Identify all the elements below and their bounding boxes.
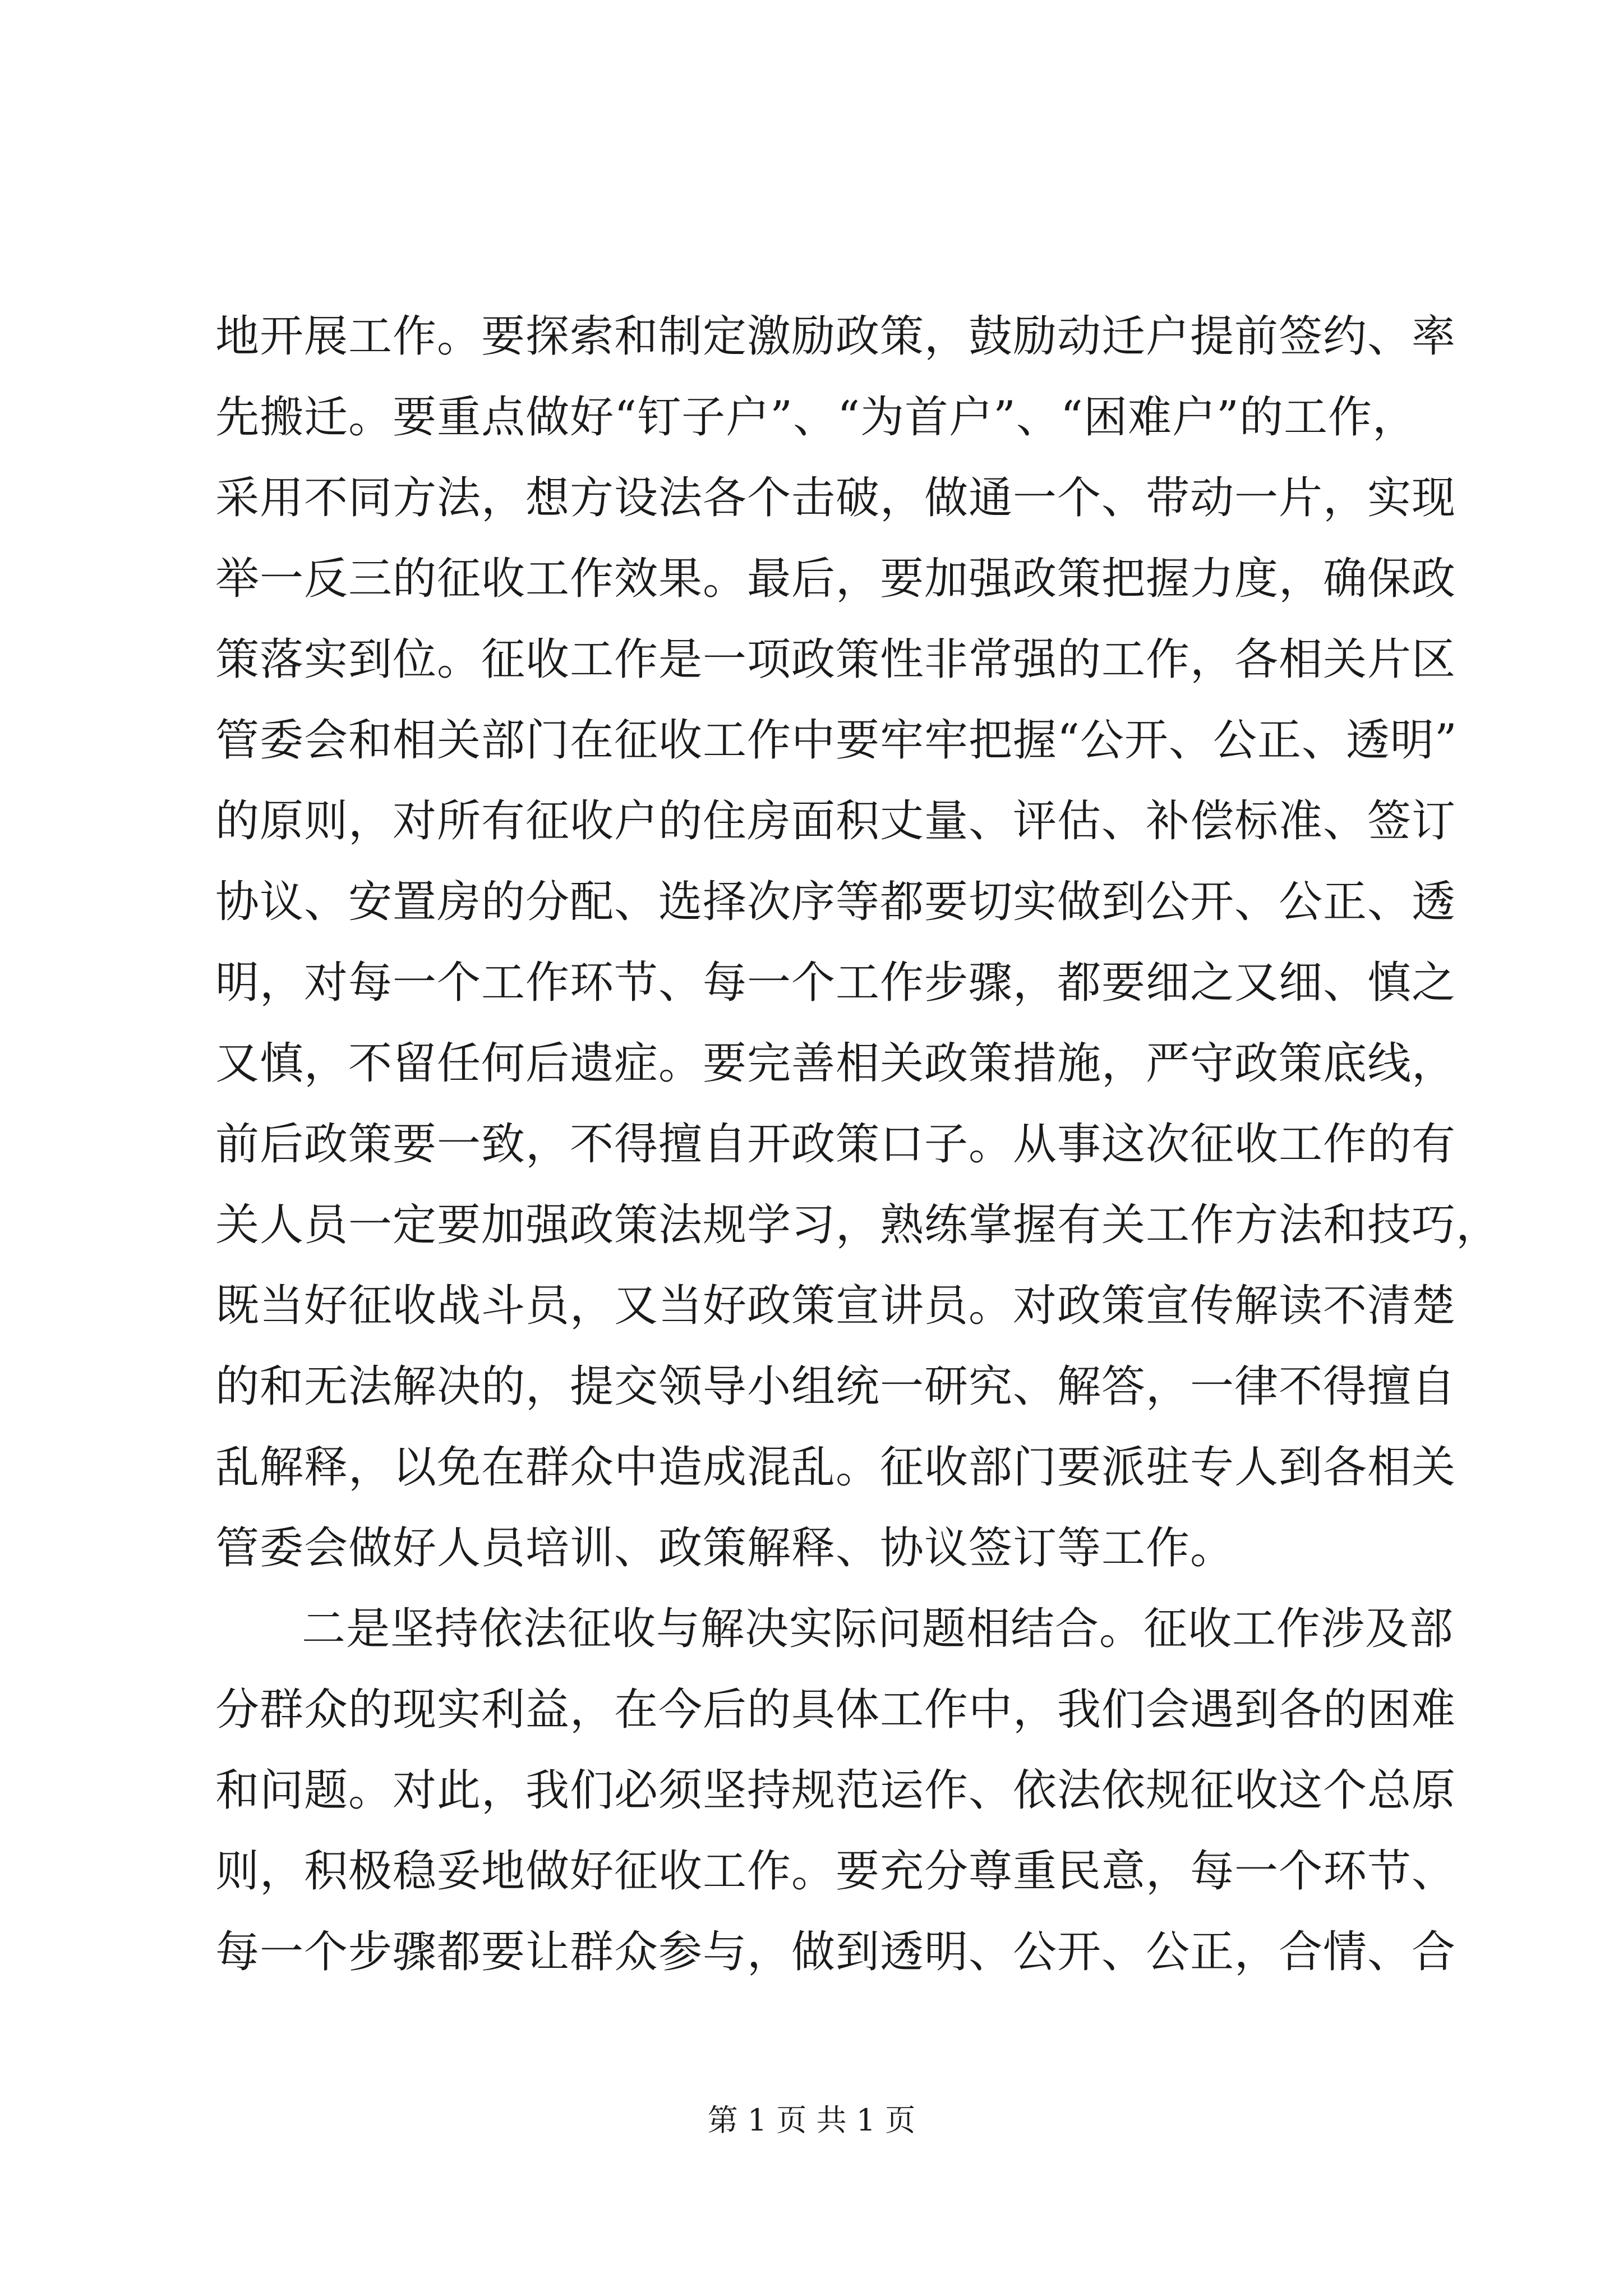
page-number-label: 第 1 页 共 1 页 bbox=[707, 2102, 916, 2138]
paragraph-2 bbox=[215, 1589, 1456, 1993]
text-line: 关人员一定要加强政策法规学习，熟练掌握有关工作方法和技巧， bbox=[215, 1200, 1501, 1250]
text-line: 明，对每一个工作环节、每一个工作步骤，都要细之又细、慎之 bbox=[215, 958, 1456, 1008]
text-line: 每一个步骤都要让群众参与，做到透明、公开、公正，合情、合 bbox=[215, 1927, 1456, 1977]
text-line: 的原则，对所有征收户的住房面积丈量、评估、补偿标准、签订 bbox=[215, 796, 1456, 846]
paragraph-1 bbox=[215, 296, 1501, 1589]
text-line: 二是坚持依法征收与解决实际问题相结合。征收工作涉及部 bbox=[302, 1604, 1454, 1654]
text-line: 管委会做好人员培训、政策解释、协议签订等工作。 bbox=[215, 1523, 1235, 1573]
text-line: 采用不同方法，想方设法各个击破，做通一个、带动一片，实现 bbox=[215, 473, 1456, 523]
text-line: 管委会和相关部门在征收工作中要牢牢把握“公开、公正、透明” bbox=[215, 715, 1458, 766]
text-line: 协议、安置房的分配、选择次序等都要切实做到公开、公正、透 bbox=[215, 877, 1456, 927]
page-footer bbox=[0, 2101, 1623, 2140]
text-line: 又慎，不留任何后遗症。要完善相关政策措施，严守政策底线， bbox=[215, 1038, 1456, 1089]
text-line: 策落实到位。征收工作是一项政策性非常强的工作，各相关片区 bbox=[215, 634, 1456, 685]
text-line: 先搬迁。要重点做好“钉子户”、“为首户”、“困难户”的工作， bbox=[215, 392, 1417, 443]
text-line: 分群众的现实利益，在今后的具体工作中，我们会遇到各的困难 bbox=[215, 1685, 1456, 1735]
text-line: 地开展工作。要探索和制定激励政策，鼓励动迁户提前签约、率 bbox=[215, 311, 1456, 362]
text-line: 乱解释，以免在群众中造成混乱。征收部门要派驻专人到各相关 bbox=[215, 1442, 1456, 1493]
text-line: 的和无法解决的，提交领导小组统一研究、解答，一律不得擅自 bbox=[215, 1361, 1456, 1412]
text-line: 和问题。对此，我们必须坚持规范运作、依法依规征收这个总原 bbox=[215, 1765, 1456, 1816]
text-line: 前后政策要一致，不得擅自开政策口子。从事这次征收工作的有 bbox=[215, 1119, 1456, 1170]
text-line: 则，积极稳妥地做好征收工作。要充分尊重民意，每一个环节、 bbox=[215, 1846, 1456, 1897]
text-line: 举一反三的征收工作效果。最后，要加强政策把握力度，确保政 bbox=[215, 554, 1456, 604]
document-body bbox=[215, 296, 1501, 1993]
text-line: 既当好征收战斗员，又当好政策宣讲员。对政策宣传解读不清楚 bbox=[215, 1281, 1456, 1331]
